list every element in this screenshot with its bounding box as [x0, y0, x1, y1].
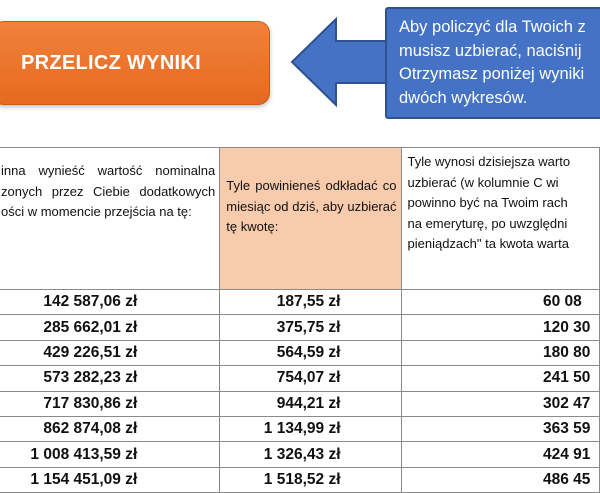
table-row: [0, 391, 600, 416]
table-row: [0, 366, 600, 391]
cell-monthly-saving[interactable]: 1 326,43 zł: [220, 442, 401, 467]
results-table: [0, 147, 600, 493]
cell-monthly-saving[interactable]: 564,59 zł: [220, 340, 401, 365]
cell-nominal-value[interactable]: 285 662,01 zł: [0, 315, 220, 340]
cell-nominal-value[interactable]: 1 154 451,09 zł: [0, 467, 220, 492]
table-row: [0, 315, 600, 340]
cell-monthly-saving[interactable]: 187,55 zł: [220, 290, 401, 315]
callout-line: musisz uzbierać, naciśnij: [399, 41, 582, 60]
cell-nominal-value[interactable]: 573 282,23 zł: [0, 366, 220, 391]
header-present-value: Tyle wynosi dzisiejsza warto uzbierać (w kolumnie C wi powinno być na Twoim rach na emeryturę, po uwzględni pieniądzach" ta kwota warta: [401, 148, 600, 290]
recalculate-button-label: PRZELICZ WYNIKI: [20, 51, 202, 74]
instruction-callout: [385, 7, 600, 119]
callout-line: dwóch wykresów.: [399, 88, 528, 107]
cell-nominal-value[interactable]: 1 008 413,59 zł: [0, 442, 220, 467]
arrow-left-icon: [290, 16, 396, 108]
header-monthly-saving: Tyle powinieneś odkładać co miesiąc od dziś, aby uzbierać tę kwotę:: [220, 148, 401, 290]
table-row: [0, 442, 600, 467]
table-header-row: [0, 148, 600, 290]
header-nominal-value: inna wynieść wartość nominalna zonych przez Ciebie dodatkowych ości w momencie przejścia na tę:: [0, 148, 220, 290]
callout-line: Otrzymasz poniżej wyniki: [399, 65, 585, 83]
table-row: [0, 290, 600, 315]
table-row: [0, 340, 600, 365]
cell-present-value[interactable]: 241 50: [401, 366, 600, 391]
cell-monthly-saving[interactable]: 944,21 zł: [220, 391, 401, 416]
cell-present-value[interactable]: 180 80: [401, 340, 600, 365]
callout-line: Aby policzyć dla Twoich z: [399, 18, 586, 36]
cell-present-value[interactable]: 486 45: [401, 467, 600, 492]
cell-nominal-value[interactable]: 429 226,51 zł: [0, 340, 220, 365]
recalculate-button[interactable]: [0, 21, 270, 105]
cell-present-value[interactable]: 120 30: [401, 315, 600, 340]
cell-monthly-saving[interactable]: 1 518,52 zł: [220, 467, 401, 492]
cell-present-value[interactable]: 363 59: [401, 416, 600, 441]
table-row: [0, 416, 600, 441]
cell-nominal-value[interactable]: 142 587,06 zł: [0, 290, 220, 315]
cell-monthly-saving[interactable]: 754,07 zł: [220, 366, 401, 391]
cell-monthly-saving[interactable]: 1 134,99 zł: [220, 416, 401, 441]
cell-monthly-saving[interactable]: 375,75 zł: [220, 315, 401, 340]
cell-present-value[interactable]: 60 08: [401, 290, 600, 315]
cell-present-value[interactable]: 302 47: [401, 391, 600, 416]
cell-nominal-value[interactable]: 862 874,08 zł: [0, 416, 220, 441]
cell-present-value[interactable]: 424 91: [401, 442, 600, 467]
cell-nominal-value[interactable]: 717 830,86 zł: [0, 391, 220, 416]
